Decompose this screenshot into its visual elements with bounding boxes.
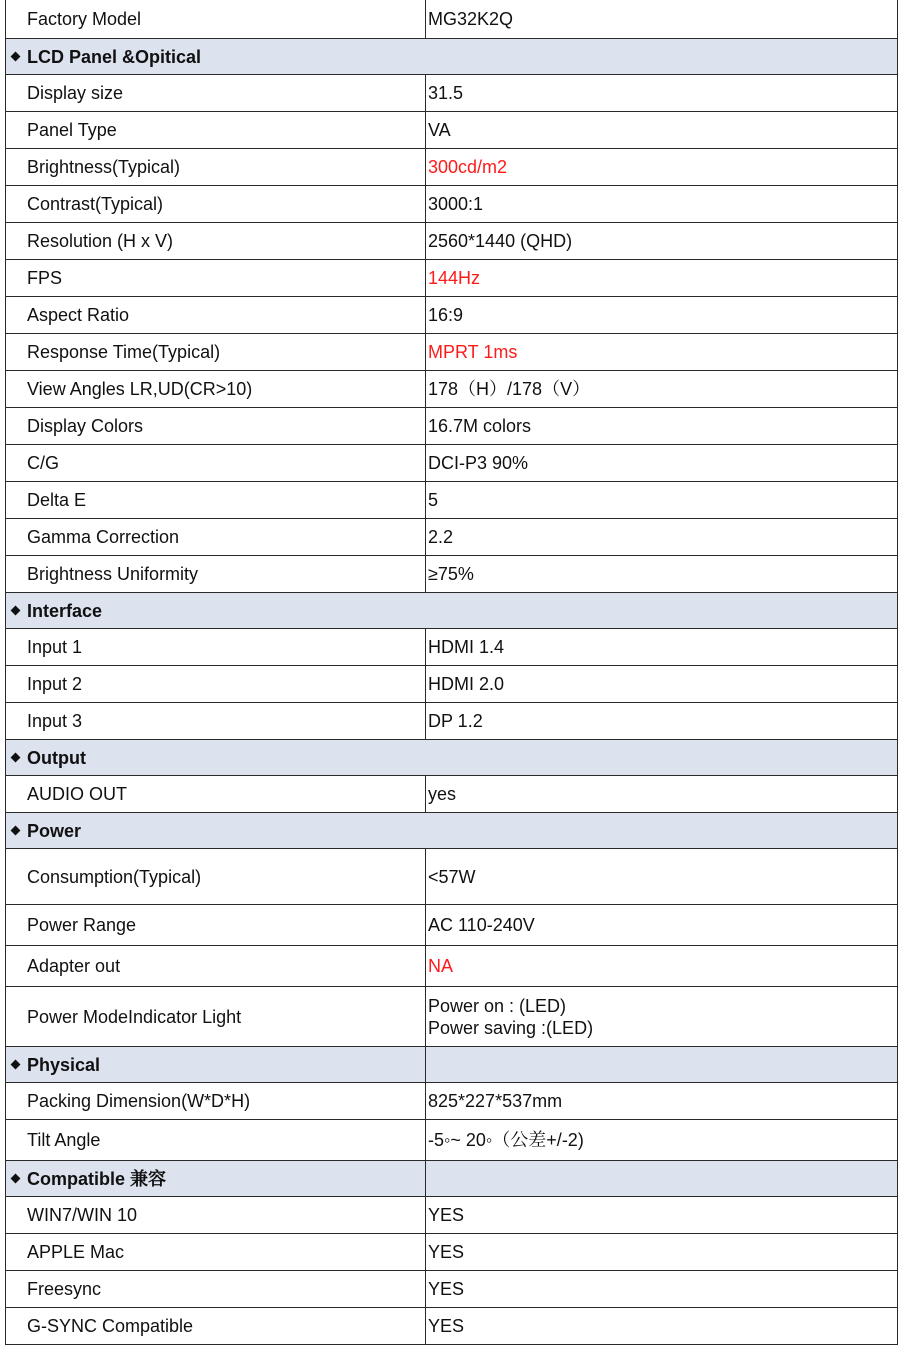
spec-value-highlighted: 144Hz	[426, 260, 898, 297]
spec-row-display-size	[6, 75, 898, 112]
spec-value: ≥75%	[426, 556, 898, 593]
spec-row-view-angles	[6, 371, 898, 408]
spec-value: YES	[426, 1234, 898, 1271]
spec-value	[426, 987, 898, 1047]
section-title: Compatible 兼容	[27, 1168, 167, 1189]
spec-value: YES	[426, 1271, 898, 1308]
spec-row-resolution	[6, 223, 898, 260]
spec-label: Display size	[6, 75, 426, 112]
spec-row-tilt-angle	[6, 1120, 898, 1161]
spec-value-line: Power on : (LED)	[428, 995, 567, 1016]
spec-row-input-2	[6, 666, 898, 703]
spec-label: G-SYNC Compatible	[6, 1308, 426, 1345]
diamond-bullet-icon	[11, 753, 21, 763]
spec-label: WIN7/WIN 10	[6, 1197, 426, 1234]
spec-label: Response Time(Typical)	[6, 334, 426, 371]
spec-table	[5, 0, 898, 1345]
spec-label: Tilt Angle	[6, 1120, 426, 1161]
spec-label: Factory Model	[6, 0, 426, 39]
spec-row-windows	[6, 1197, 898, 1234]
spec-label: Brightness(Typical)	[6, 149, 426, 186]
spec-value: AC 110-240V	[426, 905, 898, 946]
spec-label: Brightness Uniformity	[6, 556, 426, 593]
spec-label: Gamma Correction	[6, 519, 426, 556]
spec-label: Packing Dimension(W*D*H)	[6, 1083, 426, 1120]
section-title: Power	[27, 820, 82, 841]
spec-row-brightness-uniformity	[6, 556, 898, 593]
spec-value: 16:9	[426, 297, 898, 334]
spec-row-display-colors	[6, 408, 898, 445]
spec-label: C/G	[6, 445, 426, 482]
spec-label: View Angles LR,UD(CR>10)	[6, 371, 426, 408]
spec-row-power-range	[6, 905, 898, 946]
spec-label: Consumption(Typical)	[6, 849, 426, 905]
diamond-bullet-icon	[11, 1174, 21, 1184]
spec-row-brightness	[6, 149, 898, 186]
spec-value: DCI-P3 90%	[426, 445, 898, 482]
section-header-output	[6, 740, 898, 776]
spec-row-audio-out	[6, 776, 898, 813]
diamond-bullet-icon	[11, 52, 21, 62]
spec-label: Resolution (H x V)	[6, 223, 426, 260]
spec-value-line: Power saving :(LED)	[428, 1017, 594, 1038]
spec-value-highlighted: NA	[426, 946, 898, 987]
spec-row-factory-model	[6, 0, 898, 39]
spec-row-contrast	[6, 186, 898, 223]
spec-value: MG32K2Q	[426, 0, 898, 39]
spec-value: 31.5	[426, 75, 898, 112]
spec-value: YES	[426, 1197, 898, 1234]
spec-label: FPS	[6, 260, 426, 297]
spec-row-packing-dimension	[6, 1083, 898, 1120]
spec-value: VA	[426, 112, 898, 149]
spec-label: Input 1	[6, 629, 426, 666]
spec-row-input-1	[6, 629, 898, 666]
section-header-physical	[6, 1047, 898, 1083]
spec-label: Power ModeIndicator Light	[6, 987, 426, 1047]
spec-value: <57W	[426, 849, 898, 905]
spec-value: 16.7M colors	[426, 408, 898, 445]
spec-label: Adapter out	[6, 946, 426, 987]
diamond-bullet-icon	[11, 826, 21, 836]
spec-label: Panel Type	[6, 112, 426, 149]
section-header-lcd-panel	[6, 39, 898, 75]
spec-label: Display Colors	[6, 408, 426, 445]
spec-label: Contrast(Typical)	[6, 186, 426, 223]
section-title: Interface	[27, 600, 103, 621]
spec-row-consumption	[6, 849, 898, 905]
spec-value: HDMI 2.0	[426, 666, 898, 703]
spec-row-input-3	[6, 703, 898, 740]
spec-value: 5	[426, 482, 898, 519]
spec-label: Power Range	[6, 905, 426, 946]
spec-label: APPLE Mac	[6, 1234, 426, 1271]
spec-row-freesync	[6, 1271, 898, 1308]
spec-value: 2560*1440 (QHD)	[426, 223, 898, 260]
spec-label: Freesync	[6, 1271, 426, 1308]
spec-label: Input 3	[6, 703, 426, 740]
spec-value: YES	[426, 1308, 898, 1345]
spec-value: DP 1.2	[426, 703, 898, 740]
spec-row-power-mode-indicator	[6, 987, 898, 1047]
spec-row-adapter-out	[6, 946, 898, 987]
spec-label: Input 2	[6, 666, 426, 703]
spec-label: AUDIO OUT	[6, 776, 426, 813]
spec-value-highlighted: 300cd/m2	[426, 149, 898, 186]
spec-value: HDMI 1.4	[426, 629, 898, 666]
spec-value-highlighted: MPRT 1ms	[426, 334, 898, 371]
spec-row-response-time	[6, 334, 898, 371]
spec-value: -5◦~ 20◦（公差+/-2)	[426, 1120, 898, 1161]
spec-value: 3000:1	[426, 186, 898, 223]
spec-row-gsync	[6, 1308, 898, 1345]
spec-label: Delta E	[6, 482, 426, 519]
section-title: LCD Panel &Opitical	[27, 46, 202, 67]
spec-row-delta-e	[6, 482, 898, 519]
spec-value: 2.2	[426, 519, 898, 556]
diamond-bullet-icon	[11, 606, 21, 616]
section-header-power	[6, 813, 898, 849]
section-title: Physical	[27, 1054, 101, 1075]
spec-value: 825*227*537mm	[426, 1083, 898, 1120]
spec-row-aspect-ratio	[6, 297, 898, 334]
section-title: Output	[27, 747, 86, 768]
section-header-interface	[6, 593, 898, 629]
spec-row-apple-mac	[6, 1234, 898, 1271]
spec-row-color-gamut	[6, 445, 898, 482]
spec-label: Aspect Ratio	[6, 297, 426, 334]
section-header-compatible	[6, 1161, 898, 1197]
diamond-bullet-icon	[11, 1060, 21, 1070]
spec-value: yes	[426, 776, 898, 813]
spec-value: 178（H）/178（V）	[426, 371, 898, 408]
spec-row-fps	[6, 260, 898, 297]
spec-row-panel-type	[6, 112, 898, 149]
spec-row-gamma	[6, 519, 898, 556]
